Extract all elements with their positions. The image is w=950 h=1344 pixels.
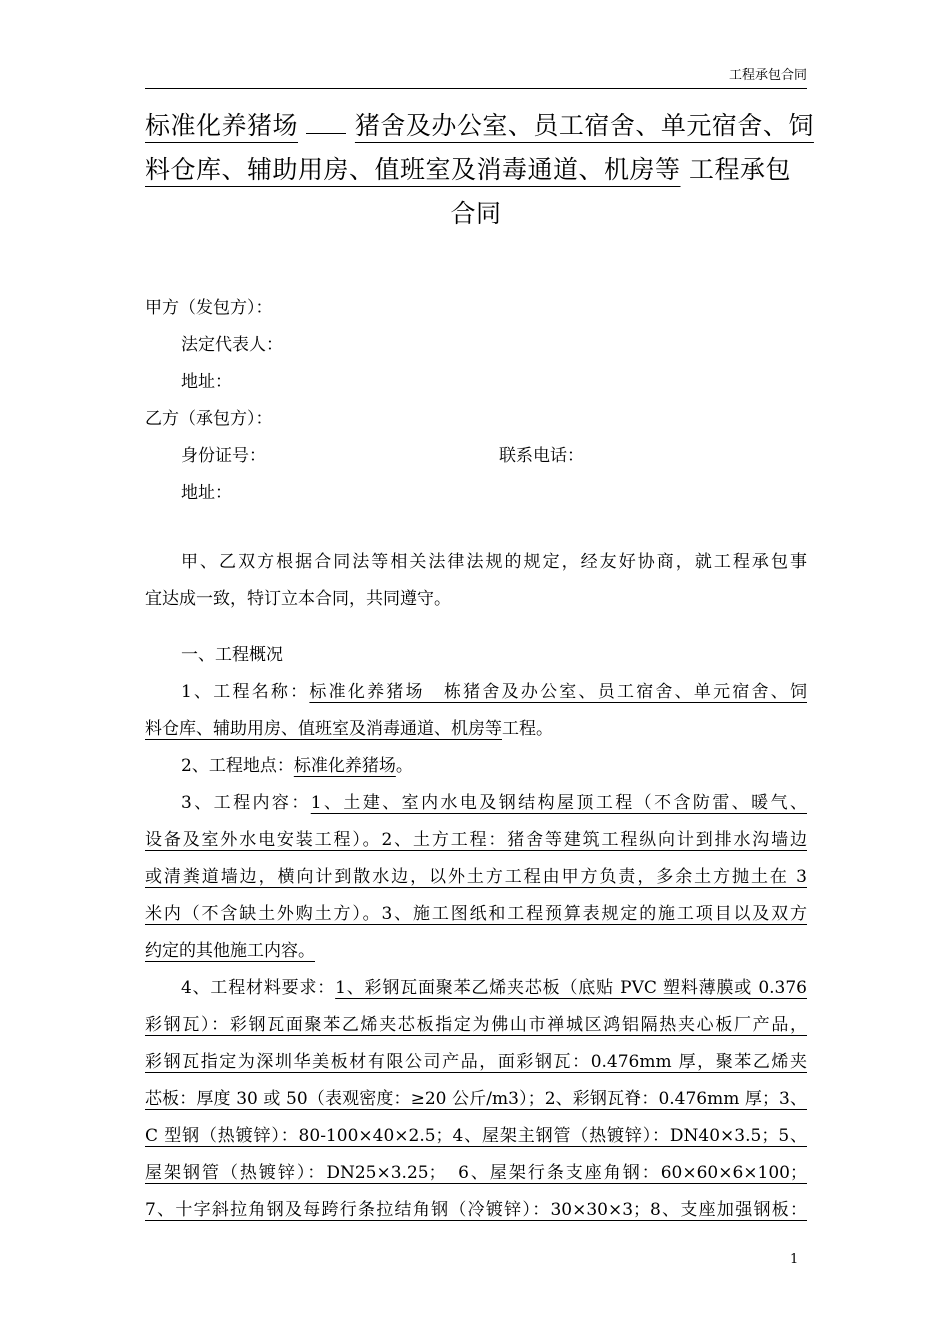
- item-materials: 4、工程材料要求：1、彩钢瓦面聚苯乙烯夹芯板（底贴 PVC 塑料薄膜或 0.376: [181, 978, 807, 998]
- item-project-scope: 3、工程内容：1、土建、室内水电及钢结构屋顶工程（不含防雷、暖气、: [181, 793, 807, 813]
- parties-block: [145, 290, 807, 512]
- item-project-scope-cont: 约定的其他施工内容。: [145, 941, 315, 961]
- item-project-location: 2、工程地点：标准化养猪场。: [181, 756, 413, 776]
- legal-rep-label: 法定代表人：: [181, 335, 283, 355]
- title-buildings-1: 猪舍及办公室、员工宿舍、单元宿舍、饲: [354, 111, 814, 140]
- party-a-address-label: 地址：: [181, 372, 232, 392]
- item-project-scope-cont: 或清粪道墙边，横向计到散水边，以外土方工程由甲方负责，多余土方抛土在 3: [145, 867, 807, 887]
- party-b-address-label: 地址：: [181, 483, 232, 503]
- title-buildings-2: 料仓库、辅助用房、值班室及消毒通道、机房等: [145, 155, 681, 184]
- section-heading: 一、工程概况: [181, 645, 283, 665]
- id-number-label: 身份证号：: [181, 446, 266, 466]
- phone-label: 联系电话：: [499, 446, 584, 466]
- item-materials-cont: C 型钢（热镀锌）：80-100×40×2.5；4、屋架主钢管（热镀锌）：DN40×3.5；5、: [145, 1126, 807, 1146]
- item-project-name: 1、工程名称：标准化养猪场 栋猪舍及办公室、员工宿舍、单元宿舍、饲: [181, 682, 807, 702]
- preamble-line: 宜达成一致，特订立本合同，共同遵守。: [145, 589, 451, 609]
- preamble: [145, 544, 807, 618]
- party-a-label: 甲方（发包方）：: [145, 298, 273, 318]
- title-project: 标准化养猪场: [145, 111, 299, 140]
- section-project-overview: 一、工程概况 1、工程名称：标准化养猪场 栋猪舍及办公室、员工宿舍、单元宿舍、饲 料仓库、辅助用房、值班室及消毒通道、机房等工程。 2、工程地点：标准化养猪场。 3、工程内容：1、土建、室内水电及钢结构屋顶工程（不含防雷、暖气、 设备及室外水电安装工程）。2、土方工程：猪舍等建筑工程纵向计到排水沟墙边 或清粪道墙边，横向计到散水边，以外土方工程由甲方负责，多余土方抛土在 3 米内（不含缺土外购土方）。3、施工图纸和工程预算表规定的施工项目以及双方 约定的其他施工内容。 4、工程材料要求：1、彩钢瓦面聚苯乙烯夹芯板（底贴 PVC 塑料薄膜或 0.376 彩钢瓦）：彩钢瓦面聚苯乙烯夹芯板指定为佛山市禅城区鸿铝隔热夹心板厂产品， 彩钢瓦指定为深圳华美板材有限公司产品，面彩钢瓦：0.476mm 厚，聚苯乙烯夹 芯板：厚度 30 或 50（表观密度：≥20 公斤/m3）；2、彩钢瓦脊：0.476mm 厚；3、 C 型钢（热镀锌）：80-100×40×2.5；4、屋架主钢管（热镀锌）：DN40×3.5；5、 屋架钢管（热镀锌）：DN25×3.25； 6、屋架行条支座角钢：60×60×6×100； 7、十字斜拉角钢及每跨行条拉结角钢（冷镀锌）：30×30×3；8、支座加强钢板：: [145, 637, 807, 1229]
- item-materials-cont: 屋架钢管（热镀锌）：DN25×3.25； 6、屋架行条支座角钢：60×60×6×100；: [145, 1163, 807, 1183]
- item-materials-cont: 7、十字斜拉角钢及每跨行条拉结角钢（冷镀锌）：30×30×3；8、支座加强钢板：: [145, 1200, 807, 1220]
- running-header: 工程承包合同: [145, 68, 807, 89]
- item-materials-cont: 彩钢瓦）：彩钢瓦面聚苯乙烯夹芯板指定为佛山市禅城区鸿铝隔热夹心板厂产品，: [145, 1015, 807, 1035]
- preamble-line: 甲、乙双方根据合同法等相关法律法规的规定，经友好协商，就工程承包事: [181, 552, 807, 572]
- item-materials-cont: 芯板：厚度 30 或 50（表观密度：≥20 公斤/m3）；2、彩钢瓦脊：0.476mm 厚；3、: [145, 1089, 807, 1109]
- item-project-scope-cont: 设备及室外水电安装工程）。2、土方工程：猪舍等建筑工程纵向计到排水沟墙边: [145, 830, 807, 850]
- item-materials-cont: 彩钢瓦指定为深圳华美板材有限公司产品，面彩钢瓦：0.476mm 厚，聚苯乙烯夹: [145, 1052, 807, 1072]
- title-contract-type: 工程承包: [688, 155, 791, 184]
- item-project-name-cont: 料仓库、辅助用房、值班室及消毒通道、机房等: [145, 719, 502, 739]
- item-project-scope-cont: 米内（不含缺土外购土方）。3、施工图纸和工程预算表规定的施工项目以及双方: [145, 904, 807, 924]
- title-contract-word: 合同: [450, 199, 502, 228]
- party-b-label: 乙方（承包方）：: [145, 409, 273, 429]
- contract-title: [145, 104, 814, 236]
- page-number: 1: [790, 1252, 799, 1267]
